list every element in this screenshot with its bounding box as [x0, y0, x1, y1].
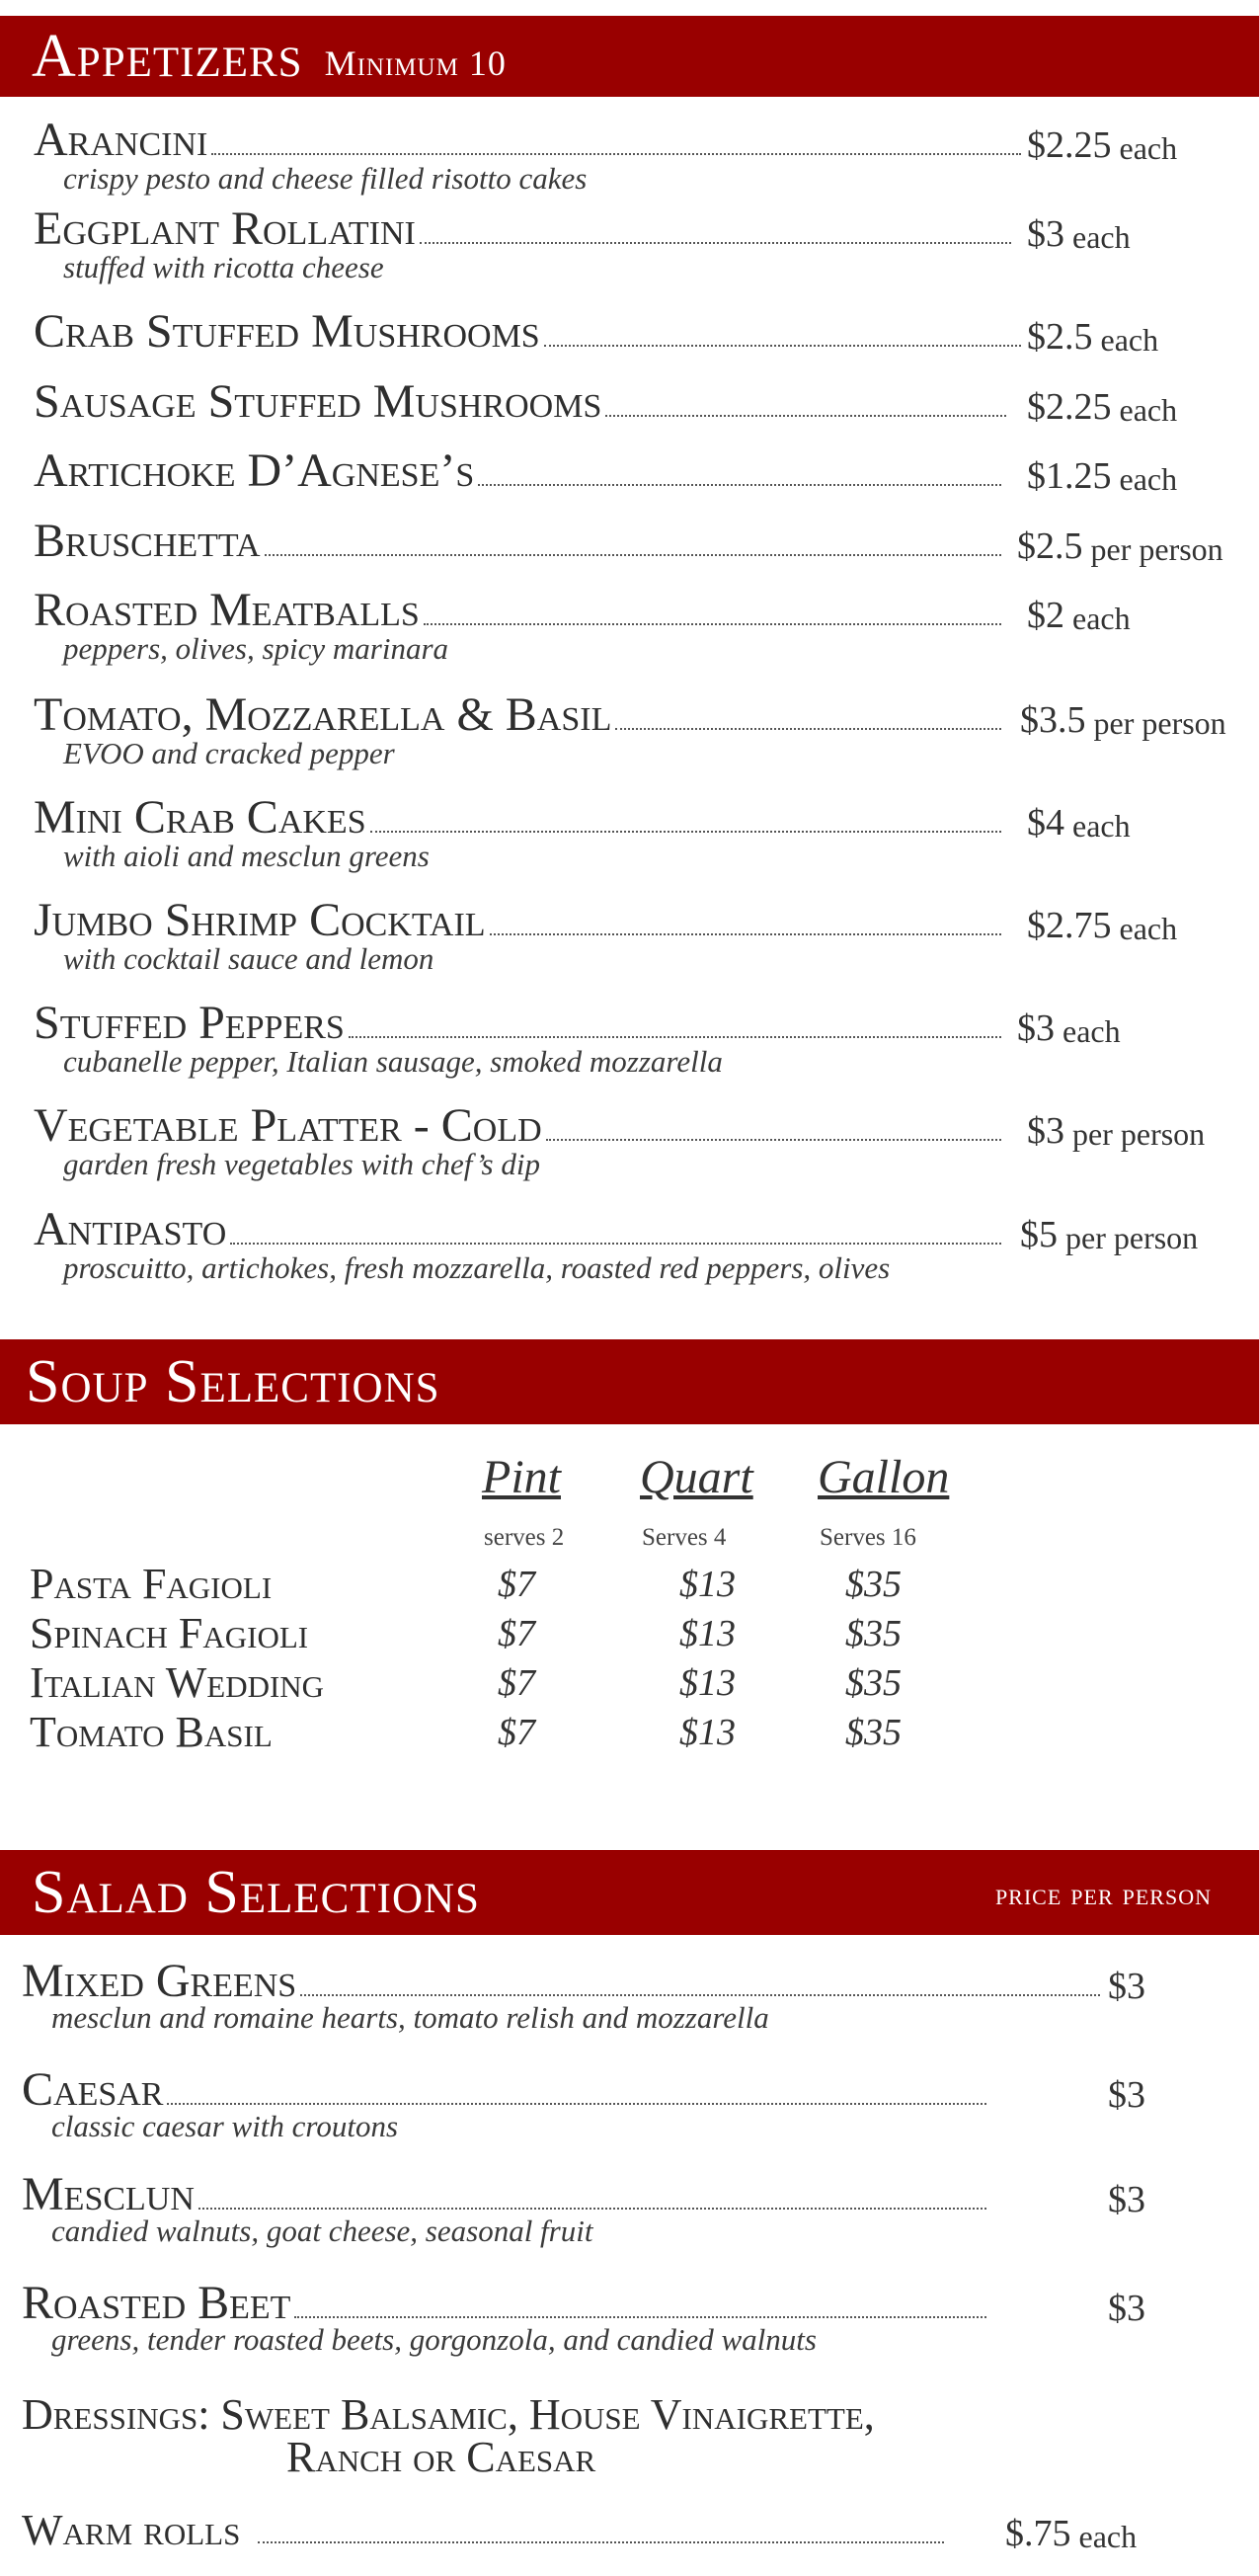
appetizer-item [0, 436, 1259, 515]
appetizer-description: stuffed with ricotta cheese [63, 250, 384, 284]
soup-price: $35 [845, 1613, 902, 1654]
appetizer-unit: each [1119, 392, 1178, 428]
appetizer-price: $3 [1027, 213, 1064, 255]
soup-price: $13 [679, 1712, 736, 1753]
appetizer-price-group [1017, 988, 1121, 1047]
salad-price-group [1108, 2268, 1145, 2327]
appetizers-banner [0, 16, 1259, 97]
appetizer-item [0, 885, 1259, 976]
appetizer-description: cubanelle pepper, Italian sausage, smoked mozzarella [63, 1044, 723, 1079]
dressings-line-2: Ranch or Caesar [286, 2433, 596, 2481]
appetizer-price-group [1027, 782, 1131, 842]
appetizer-row [34, 194, 1017, 253]
appetizer-item [0, 366, 1259, 445]
appetizer-name: Bruschetta [34, 515, 261, 567]
appetizer-name: Sausage Stuffed Mushrooms [34, 375, 602, 428]
appetizer-row [34, 1090, 1007, 1150]
appetizer-price-group [1020, 680, 1226, 739]
appetizer-name: Mini Crab Cakes [34, 791, 366, 844]
leader-dots [211, 153, 1021, 155]
soup-price: $35 [845, 1662, 902, 1704]
appetizer-description: peppers, olives, spicy marinara [63, 631, 449, 666]
soup-price: $7 [498, 1613, 535, 1654]
soup-price: $35 [845, 1564, 902, 1605]
salad-description: candied walnuts, goat cheese, seasonal fruit [51, 2214, 593, 2248]
appetizer-name: Crab Stuffed Mushrooms [34, 305, 540, 358]
leader-dots [349, 1036, 1001, 1038]
salad-price: $3 [1108, 2074, 1145, 2116]
appetizer-item [0, 988, 1259, 1079]
warm-rolls-unit: each [1078, 2519, 1138, 2554]
appetizer-item [0, 194, 1259, 284]
appetizer-row [34, 366, 1012, 426]
warm-rolls-price: $.75 [1005, 2513, 1071, 2554]
dressings-line-1: Dressings: Sweet Balsamic, House Vinaigrette, [22, 2390, 875, 2439]
appetizer-name: Arancini [34, 114, 208, 166]
appetizer-item [0, 782, 1259, 873]
leader-dots [167, 2103, 986, 2105]
appetizer-unit: each [1100, 322, 1159, 358]
appetizer-price-group [1027, 575, 1131, 634]
appetizer-price-group [1027, 194, 1131, 253]
salad-row [22, 2054, 992, 2114]
appetizer-row [34, 1194, 1007, 1253]
salad-price-note: price per person [994, 1876, 1212, 1911]
salad-price-group [1108, 1946, 1145, 2005]
appetizer-row [34, 885, 1007, 944]
soup-name: Pasta Fagioli [30, 1560, 273, 1608]
soup-name: Italian Wedding [30, 1658, 325, 1707]
leader-dots [546, 1139, 1001, 1141]
appetizer-unit: per person [1093, 705, 1226, 741]
appetizer-item [0, 575, 1259, 666]
salad-name: Caesar [22, 2063, 164, 2116]
appetizer-unit: per person [1090, 531, 1223, 567]
soup-price: $7 [498, 1712, 535, 1753]
leader-dots [300, 1994, 1100, 1996]
leader-dots [615, 728, 1001, 730]
appetizer-unit: each [1072, 808, 1131, 844]
salad-description: greens, tender roasted beets, gorgonzola, and candied walnuts [51, 2322, 817, 2357]
soup-banner [0, 1339, 1259, 1424]
appetizer-price: $2.75 [1027, 905, 1112, 946]
salad-price: $3 [1108, 2288, 1145, 2329]
soup-price: $13 [679, 1662, 736, 1704]
soup-price: $7 [498, 1564, 535, 1605]
appetizer-price-group [1027, 885, 1177, 944]
appetizer-price-group [1027, 105, 1177, 164]
appetizer-price: $3 [1017, 1007, 1055, 1049]
appetizer-price-group [1027, 296, 1158, 356]
soup-name: Spinach Fagioli [30, 1609, 309, 1657]
salad-item [0, 2268, 1259, 2357]
appetizer-row [34, 575, 1007, 634]
appetizer-row [34, 782, 1007, 842]
soup-size-header: Pint [482, 1451, 561, 1503]
salad-row [22, 2159, 992, 2218]
salad-title: Salad Selections [32, 1858, 480, 1926]
appetizer-item [0, 1194, 1259, 1285]
leader-dots [605, 415, 1006, 417]
appetizer-price-group [1020, 1194, 1198, 1253]
salad-item [0, 2159, 1259, 2248]
appetizer-row [34, 506, 1007, 565]
appetizer-price: $2.5 [1017, 525, 1083, 567]
soup-serves-label: Serves 4 [642, 1524, 727, 1551]
appetizer-price-group [1017, 506, 1223, 565]
appetizer-name: Tomato, Mozzarella & Basil [34, 688, 612, 741]
leader-dots [420, 242, 1011, 244]
appetizer-price: $2 [1027, 595, 1064, 636]
leader-dots [258, 2541, 944, 2543]
salad-name: Mixed Greens [22, 1955, 297, 2007]
appetizer-price: $2.25 [1027, 124, 1112, 166]
warm-rolls-name: Warm rolls [22, 2506, 241, 2554]
soup-serves-label: Serves 16 [820, 1524, 916, 1551]
appetizer-row [34, 436, 1007, 495]
appetizer-description: EVOO and cracked pepper [63, 736, 395, 770]
salad-price: $3 [1108, 1966, 1145, 2007]
appetizers-title: Appetizers [32, 22, 303, 90]
appetizer-unit: each [1072, 219, 1131, 255]
salad-name: Roasted Beet [22, 2277, 291, 2329]
salad-description: classic caesar with croutons [51, 2109, 399, 2143]
appetizer-name: Eggplant Rollatini [34, 202, 416, 255]
leader-dots [294, 2316, 986, 2318]
soup-price: $7 [498, 1662, 535, 1704]
salad-row [22, 1946, 1106, 2005]
appetizer-unit: each [1119, 461, 1178, 497]
appetizer-price-group [1027, 1090, 1205, 1150]
appetizer-name: Jumbo Shrimp Cocktail [34, 894, 486, 946]
soup-price: $13 [679, 1564, 736, 1605]
appetizer-description: crispy pesto and cheese filled risotto cakes [63, 161, 588, 196]
salad-price-group [1108, 2054, 1145, 2114]
appetizer-price: $2.25 [1027, 386, 1112, 428]
appetizer-price: $5 [1020, 1214, 1058, 1255]
appetizer-unit: each [1119, 911, 1178, 946]
leader-dots [544, 345, 1021, 347]
salad-row [22, 2268, 992, 2327]
appetizer-unit: per person [1072, 1116, 1206, 1152]
leader-dots [265, 554, 1001, 556]
appetizer-row [34, 105, 1027, 164]
appetizer-price: $3.5 [1020, 699, 1086, 741]
leader-dots [370, 831, 1001, 833]
appetizer-name: Stuffed Peppers [34, 997, 345, 1049]
appetizer-name: Roasted Meatballs [34, 584, 420, 636]
salad-item [0, 2054, 1259, 2143]
appetizer-row [34, 988, 1007, 1047]
soup-name: Tomato Basil [30, 1708, 273, 1756]
leader-dots [490, 933, 1001, 935]
soup-size-header: Gallon [818, 1451, 950, 1503]
salad-price-group [1108, 2159, 1145, 2218]
salad-banner [0, 1850, 1259, 1935]
appetizer-price: $4 [1027, 802, 1064, 844]
appetizer-unit: each [1119, 130, 1178, 166]
appetizer-description: garden fresh vegetables with chef’s dip [63, 1147, 540, 1181]
appetizer-item [0, 105, 1259, 196]
leader-dots [198, 2208, 986, 2210]
appetizer-item [0, 506, 1259, 585]
appetizer-item [0, 680, 1259, 770]
salad-item [0, 1946, 1259, 2035]
appetizer-row [34, 680, 1007, 739]
salad-price: $3 [1108, 2179, 1145, 2220]
appetizer-price: $2.5 [1027, 316, 1093, 358]
appetizer-description: with cocktail sauce and lemon [63, 941, 434, 976]
appetizer-price: $1.25 [1027, 455, 1112, 497]
soup-title: Soup Selections [26, 1347, 440, 1415]
appetizer-description: proscuitto, artichokes, fresh mozzarella, roasted red peppers, olives [63, 1250, 891, 1285]
salad-description: mesclun and romaine hearts, tomato relish and mozzarella [51, 2000, 769, 2035]
appetizer-unit: each [1072, 601, 1131, 636]
appetizer-item [0, 1090, 1259, 1181]
appetizer-unit: per person [1065, 1220, 1199, 1255]
salad-name: Mesclun [22, 2168, 195, 2220]
warm-rolls-row [0, 2497, 1259, 2576]
soup-serves-label: serves 2 [484, 1524, 565, 1551]
soup-size-header: Quart [640, 1451, 753, 1503]
soup-price: $13 [679, 1613, 736, 1654]
appetizer-name: Antipasto [34, 1203, 227, 1255]
appetizer-unit: each [1062, 1013, 1121, 1049]
soup-price: $35 [845, 1712, 902, 1753]
appetizer-price-group [1027, 436, 1177, 495]
leader-dots [478, 484, 1001, 486]
appetizer-price: $3 [1027, 1110, 1064, 1152]
appetizer-row [34, 296, 1027, 356]
appetizer-item [0, 296, 1259, 375]
leader-dots [230, 1243, 1001, 1245]
appetizer-name: Artichoke D’Agnese’s [34, 444, 475, 497]
appetizer-price-group [1027, 366, 1177, 426]
appetizers-minimum-note: Minimum 10 [324, 43, 507, 83]
appetizer-description: with aioli and mesclun greens [63, 839, 430, 873]
leader-dots [424, 623, 1001, 625]
appetizer-name: Vegetable Platter - Cold [34, 1099, 542, 1152]
